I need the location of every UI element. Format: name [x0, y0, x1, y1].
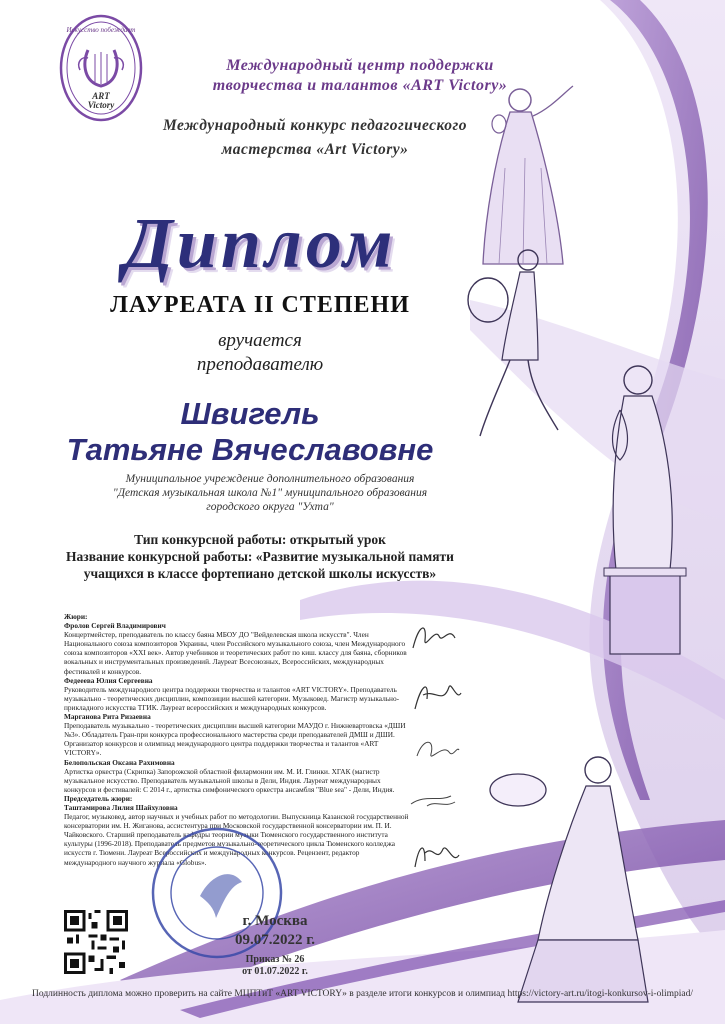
- jury-chair-name: Таштамирова Лилия Шайхуловна: [64, 802, 178, 812]
- recipient-given-names: Татьяне Вячеславовне: [66, 432, 434, 467]
- signature: [405, 675, 465, 715]
- jury-heading: Жюри:: [64, 612, 88, 621]
- signature: [405, 730, 465, 770]
- org-line-1: Международный центр поддержки: [226, 57, 494, 74]
- emblem-top-text: Искусство побеждает: [66, 26, 136, 34]
- order-date: от 01.07.2022 г.: [242, 966, 308, 977]
- verification-note: Подлинность диплома можно проверить на сайте МЦПТиТ «ART VICTORY» в разделе итоги конкурсов и олимпиад https://victory-art.ru/itogi-konkursov-i-olimpiad/: [32, 989, 693, 999]
- work-type: Тип конкурсной работы: открытый урок: [134, 532, 386, 547]
- institution-line-3: городского округа "Ухта": [206, 501, 334, 513]
- emblem-art-text: [58, 92, 144, 110]
- jury-member-bio: Артистка оркестра (Скрипка) Запорожской областной филармонии им. М. И. Глинки. ХГАК (магистр музыкальное искусство. Преподаватель музыкальной школы в Дели, Индия. Лауреат международных конкурсов и фестивалей: С 2014 г., артистка симфонического оркестра ансамбля "Blue sea" - Дели, Индия.: [64, 766, 395, 794]
- jury-member-name: Белопольская Оксана Рахимовна: [64, 757, 175, 767]
- diploma-title: Диплом: [123, 203, 397, 283]
- jury-member-name: Федееева Юлия Сергеевна: [64, 675, 153, 685]
- institution-line-1: Муниципальное учреждение дополнительного образования: [125, 473, 415, 485]
- work-name-line-1: Название конкурсной работы: «Развитие музыкальной памяти: [66, 549, 454, 564]
- dancer-statue-icon: [458, 240, 568, 440]
- jury-member-bio: Концертмейстер, преподаватель по классу баяна МБОУ ДО "Вейделевская школа искусств". Член Национального союза композиторов Украины, член Российского музыкального союза, член Международного союза композиторов «XXI век». Автор учебников и теоретических работ по киш. классу для баяна, сборников вокальных и инструментальных произведений. Лауреат Всесоюзных, Всероссийских, международных фестивалей и конкурсов.: [64, 630, 407, 676]
- jury-member-name: Марганова Рита Ризаевна: [64, 712, 151, 722]
- awarded-line-2: преподавателю: [196, 354, 324, 375]
- contest-line-1: Международный конкурс педагогического: [162, 117, 468, 134]
- jury-chair-bio: Педагог, музыковед, автор научных и учебных работ по методологии. Выпускница Казанской государственной консерватории им. Н. Жиганова, ассистентура при Московской государственной консерватории им. П. И. Чайковского. Старший преподаватель кафедры теории музыки Тюменского государственного института культуры (1996-2018). Преподаватель предметов музыкально-теоретического цикла Тюменского колледжа искусств г. Тюмени. Лауреат Всероссийских и международных конкурсов. Рецензент, редактор международного научного журнала «Globus».: [64, 812, 409, 867]
- signature: [405, 780, 465, 820]
- awarded-line-1: вручается: [218, 330, 302, 351]
- org-line-2: творчества и талантов «ART Victory»: [212, 77, 508, 94]
- painter-statue-icon: [478, 740, 658, 1010]
- diploma-degree: ЛАУРЕАТА II СТЕПЕНИ: [110, 292, 410, 318]
- jury-chair-heading: Председатель жюри:: [64, 793, 133, 803]
- qr-code[interactable]: [64, 910, 128, 974]
- jury-member-bio: Руководитель международного центра поддержки творчества и талантов «ART VICTORY». Преподаватель музыкально - теоретических дисциплин, композиции высшей категории. Музыковед. Магистр музыкально-прикладного искусства ТГИК. Лауреат всероссийских и международных конкурсов.: [64, 684, 400, 712]
- institution-line-2: "Детская музыкальная школа №1" муниципального образования: [112, 487, 428, 499]
- contest-line-2: мастерства «Art Victory»: [221, 141, 409, 158]
- work-name-line-2: учащихся в классе фортепиано детской школы искусств»: [83, 566, 437, 581]
- recipient-surname: Швигель: [180, 396, 320, 431]
- lyre-statue-icon: [590, 350, 700, 660]
- jury-member-name: Фролов Сергей Владимирович: [64, 621, 166, 631]
- signature: [405, 618, 465, 658]
- emblem-victory: Victory: [87, 100, 115, 110]
- signature: [405, 835, 465, 875]
- emblem-art: ART: [92, 91, 110, 101]
- order-number: Приказ № 26: [245, 954, 305, 965]
- jury-member-bio: Преподаватель музыкально - теоретических дисциплин высшей категории МАУДО г. Нижневартовска «ДШИ №3». Обладатель Гран-при конкурса профессионального мастерства среди преподавателей ДМШ и ДШИ. Организатор конкурсов и олимпиад международного центра поддержки творчества и талантов «ART VICTORY».: [64, 721, 406, 758]
- issue-city: г. Москва: [242, 913, 308, 929]
- issue-date: 09.07.2022 г.: [234, 932, 316, 948]
